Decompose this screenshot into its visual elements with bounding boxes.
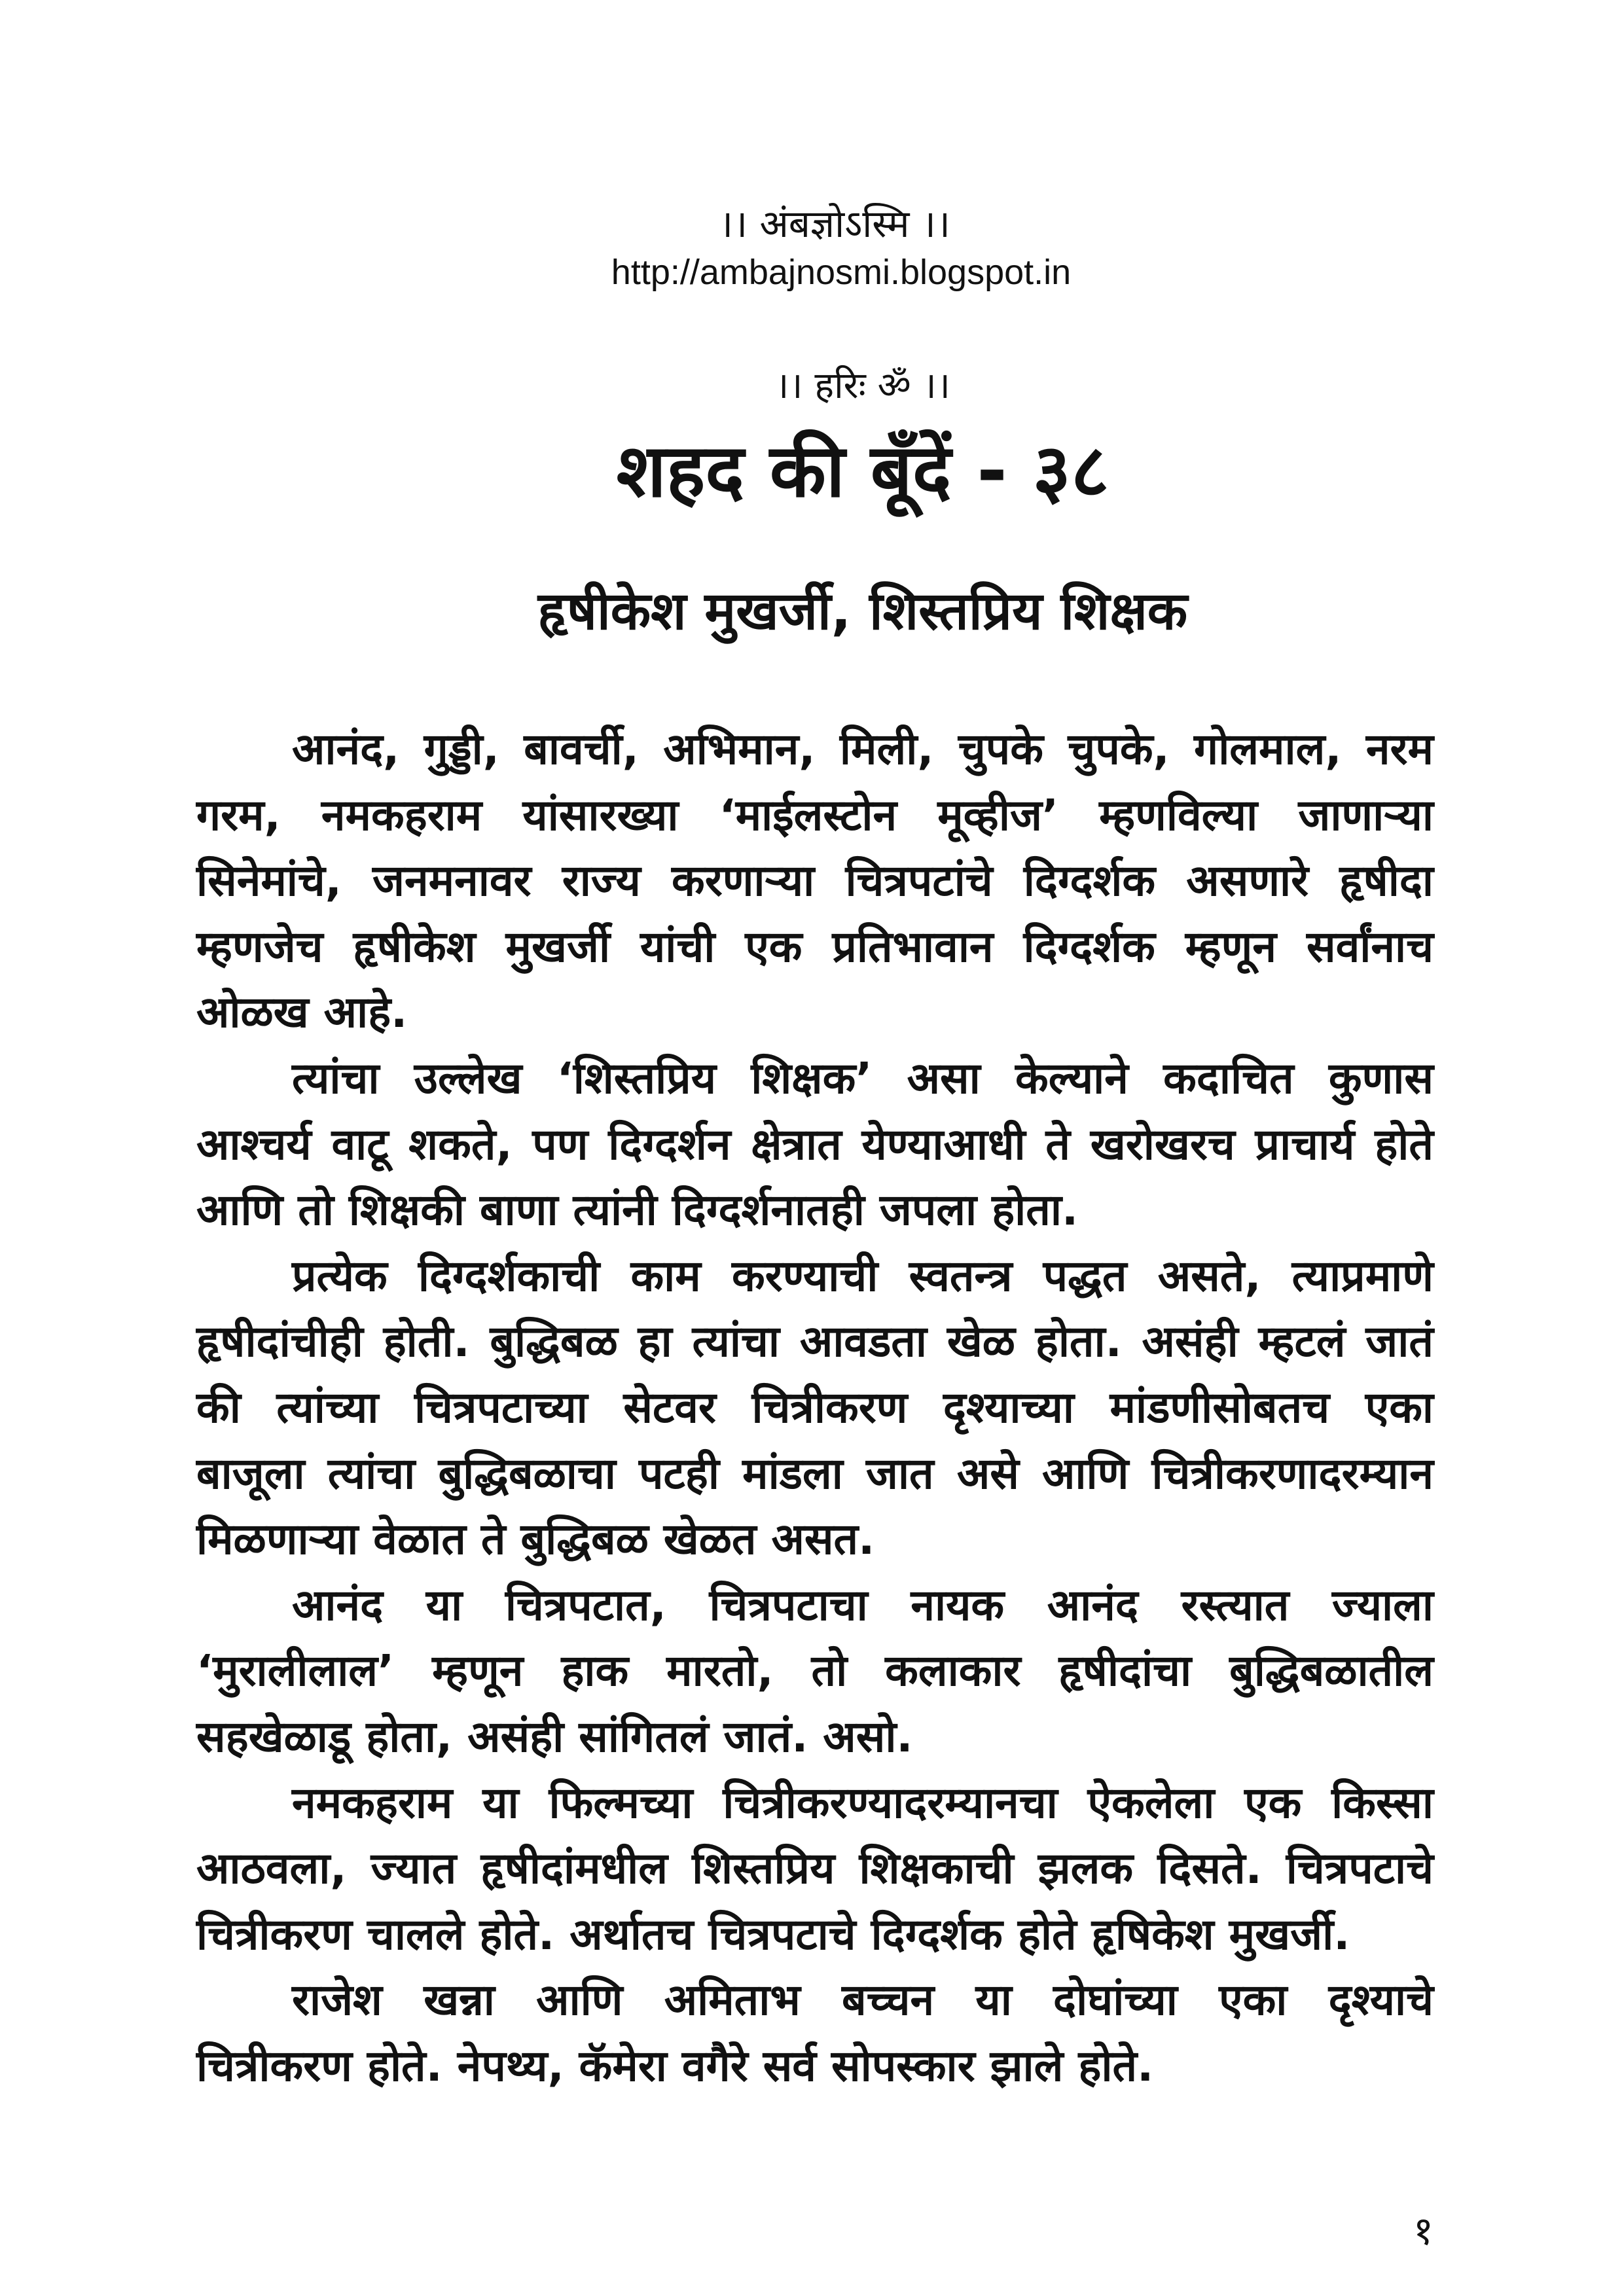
page-title: शहद की बूँदें - ३८ — [616, 429, 1110, 514]
body-line: आठवला, ज्यात हृषीदांमधील शिस्तप्रिय शिक्षकाची झलक दिसते. चित्रपटाचे — [196, 1843, 1434, 1894]
article-subtitle: हृषीकेश मुखर्जी, शिस्तप्रिय शिक्षक — [537, 581, 1188, 641]
paragraph — [196, 1770, 1434, 1968]
body-line: हृषीदांचीही होती. बुद्धिबळ हा त्यांचा आवडता खेळ होता. असंही म्हटलं जातं — [196, 1316, 1434, 1367]
body-line: ‘मुरालीलाल’ म्हणून हाक मारतो, तो कलाकार हृषीदांचा बुद्धिबळातील — [196, 1645, 1434, 1696]
paragraph — [196, 1573, 1434, 1770]
blog-url: http://ambajnosmi.blogspot.in — [611, 253, 1072, 292]
body-line: म्हणजेच हृषीकेश मुखर्जी यांची एक प्रतिभावान दिग्दर्शक म्हणून सर्वांनाच — [196, 921, 1434, 972]
paragraph — [196, 1046, 1434, 1244]
body-line: आश्चर्य वाटू शकते, पण दिग्दर्शन क्षेत्रात येण्याआधी ते खरोखरच प्राचार्य होते — [196, 1119, 1434, 1170]
body-line: आणि तो शिक्षकी बाणा त्यांनी दिग्दर्शनातही जपला होता. — [196, 1185, 1079, 1236]
paragraph — [196, 1244, 1434, 1573]
body-line: ओळख आहे. — [196, 987, 408, 1038]
page-number: १ — [1413, 2208, 1434, 2254]
body-line: प्रत्येक दिग्दर्शकाची काम करण्याची स्वतन्त्र पद्धत असते, त्याप्रमाणे — [292, 1250, 1434, 1301]
paragraph — [196, 1967, 1434, 2099]
body-line: आनंद या चित्रपटात, चित्रपटाचा नायक आनंद रस्त्यात ज्याला — [292, 1579, 1434, 1630]
body-line: मिळणाऱ्या वेळात ते बुद्धिबळ खेळत असत. — [196, 1514, 875, 1565]
article-body — [196, 717, 1434, 2099]
invocation: ।। हरिः ॐ ।। — [775, 365, 950, 407]
body-line: चित्रीकरण चालले होते. अर्थातच चित्रपटाचे दिग्दर्शक होते हृषिकेश मुखर्जी. — [196, 1909, 1350, 1960]
body-line: राजेश खन्ना आणि अमिताभ बच्चन या दोघांच्या एका दृश्याचे — [292, 1975, 1434, 2026]
body-line: चित्रीकरण होते. नेपथ्य, कॅमेरा वगैरे सर्व सोपस्कार झाले होते. — [196, 2040, 1154, 2091]
blog-name: ।। अंबज्ञोऽस्मि ।। — [719, 202, 950, 246]
body-line: त्यांचा उल्लेख ‘शिस्तप्रिय शिक्षक’ असा केल्याने कदाचित कुणास — [292, 1052, 1434, 1103]
body-line: सहखेळाडू होता, असंही सांगितलं जातं. असो. — [196, 1711, 913, 1762]
body-line: गरम, नमकहराम यांसारख्या ‘माईलस्टोन मूव्हीज’ म्हणविल्या जाणाऱ्या — [196, 789, 1434, 840]
body-line: सिनेमांचे, जनमनावर राज्य करणाऱ्या चित्रपटांचे दिग्दर्शक असणारे हृषीदा — [196, 855, 1434, 906]
paragraph — [196, 717, 1434, 1046]
body-line: आनंद, गुड्डी, बावर्ची, अभिमान, मिली, चुपके चुपके, गोलमाल, नरम — [292, 724, 1434, 774]
body-line: बाजूला त्यांचा बुद्धिबळाचा पटही मांडला जात असे आणि चित्रीकरणादरम्यान — [196, 1448, 1434, 1499]
body-line: नमकहराम या फिल्मच्या चित्रीकरण्यादरम्यानचा ऐकलेला एक किस्सा — [292, 1777, 1434, 1828]
body-line: की त्यांच्या चित्रपटाच्या सेटवर चित्रीकरण दृश्याच्या मांडणीसोबतच एका — [196, 1382, 1434, 1433]
